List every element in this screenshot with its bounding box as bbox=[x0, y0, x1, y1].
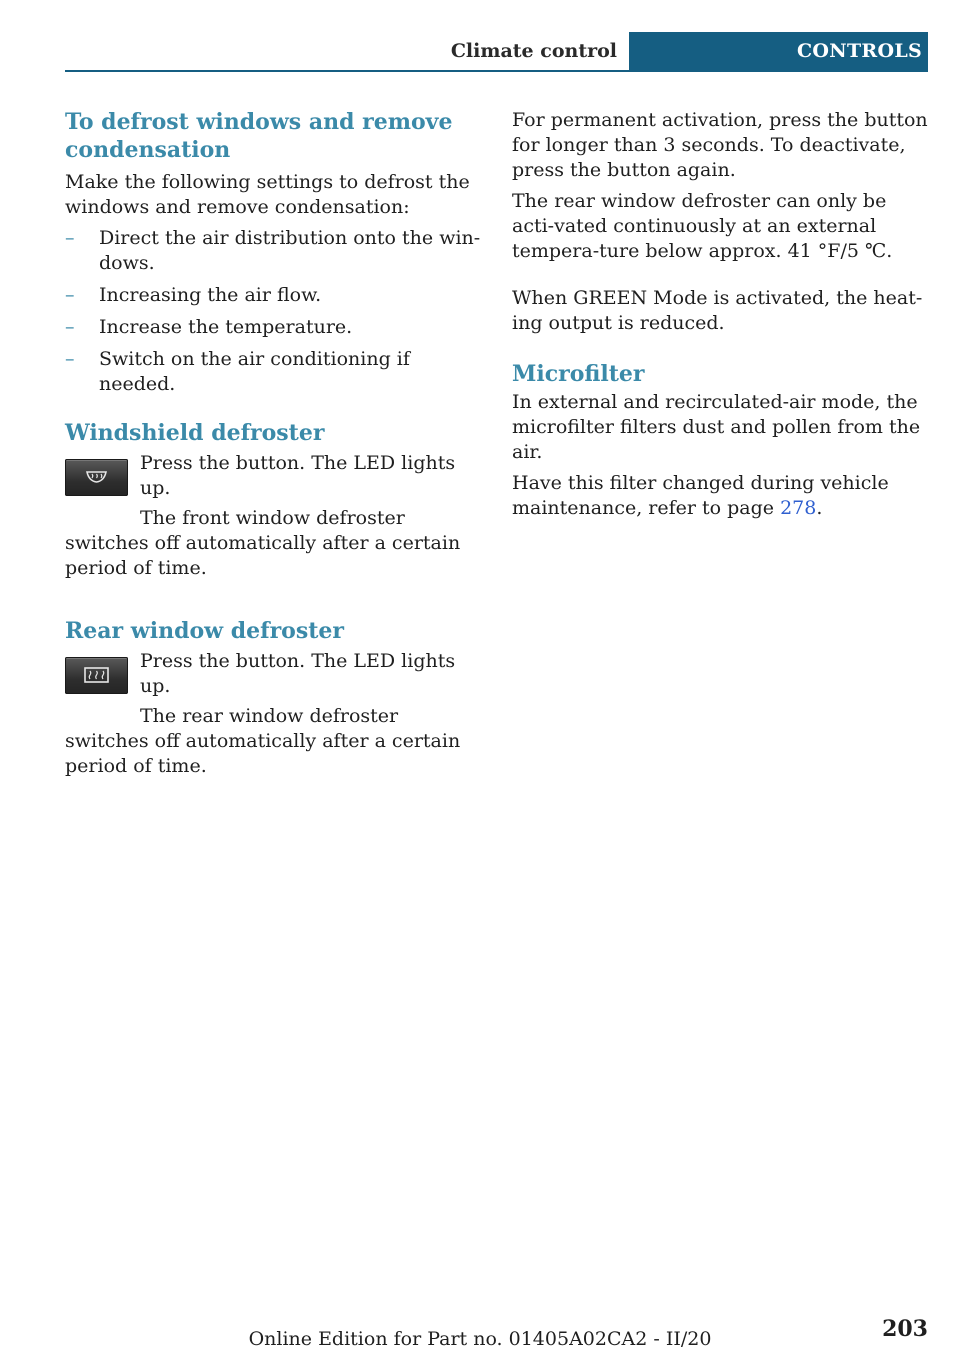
defrost-steps bbox=[65, 226, 483, 397]
microfilter-heading: Microfilter bbox=[512, 361, 645, 387]
dash-bullet: – bbox=[65, 316, 75, 338]
list-item bbox=[65, 347, 483, 397]
list-item-text: Switch on the air conditioning if needed. bbox=[99, 348, 410, 395]
maintenance-period: . bbox=[816, 497, 823, 519]
list-item-text: Direct the air distribution onto the win‐dows. bbox=[99, 227, 481, 274]
rear-line1: Press the button. The LED lights up. bbox=[140, 650, 456, 697]
rear-window-defroster-icon bbox=[65, 657, 128, 694]
windshield-defroster-icon bbox=[65, 459, 128, 496]
windshield-line1: Press the button. The LED lights up. bbox=[140, 452, 456, 499]
microfilter-maintenance bbox=[512, 471, 932, 521]
dash-bullet: – bbox=[65, 284, 75, 306]
list-item-text: Increasing the air flow. bbox=[99, 284, 322, 306]
defrost-heading: To defrost windows and remove condensation bbox=[65, 109, 453, 163]
rear-description: The rear window defroster switches off automatically after a certain period of time. bbox=[65, 705, 461, 777]
windshield-heading: Windshield defroster bbox=[65, 420, 325, 446]
right-column bbox=[512, 108, 932, 527]
green-mode-text: When GREEN Mode is activated, the heat‐ing output is reduced. bbox=[512, 287, 923, 334]
temperature-limit-text: The rear window defroster can only be acti‐vated continuously at an external tempera‐ture below approx. 41 °F/5 ℃. bbox=[512, 190, 893, 262]
chapter-tab: CONTROLS bbox=[629, 32, 928, 70]
maintenance-text: Have this filter changed during vehicle maintenance, refer to page bbox=[512, 472, 889, 519]
windshield-description: The front window defroster switches off automatically after a certain period of time. bbox=[65, 507, 461, 579]
page-reference-link[interactable]: 278 bbox=[780, 497, 817, 519]
section-title: Climate control bbox=[450, 40, 617, 62]
page-number: 203 bbox=[882, 1316, 928, 1342]
edition-footer: Online Edition for Part no. 01405A02CA2 - II/20 bbox=[248, 1328, 712, 1350]
dash-bullet: – bbox=[65, 348, 75, 370]
microfilter-description: In external and recirculated-air mode, the microfilter filters dust and pollen from the air. bbox=[512, 391, 921, 463]
defrost-intro: Make the following settings to defrost the windows and remove condensation: bbox=[65, 171, 470, 218]
list-item bbox=[65, 283, 483, 308]
left-column bbox=[65, 108, 483, 785]
rear-heading: Rear window defroster bbox=[65, 618, 344, 644]
windshield-button-row bbox=[65, 451, 483, 501]
list-item-text: Increase the temperature. bbox=[99, 316, 353, 338]
rear-button-row bbox=[65, 649, 483, 699]
permanent-activation-text: For permanent activation, press the button for longer than 3 seconds. To deactivate, press the button again. bbox=[512, 109, 928, 181]
list-item bbox=[65, 315, 483, 340]
page-header bbox=[65, 32, 928, 72]
dash-bullet: – bbox=[65, 227, 75, 249]
list-item bbox=[65, 226, 483, 276]
